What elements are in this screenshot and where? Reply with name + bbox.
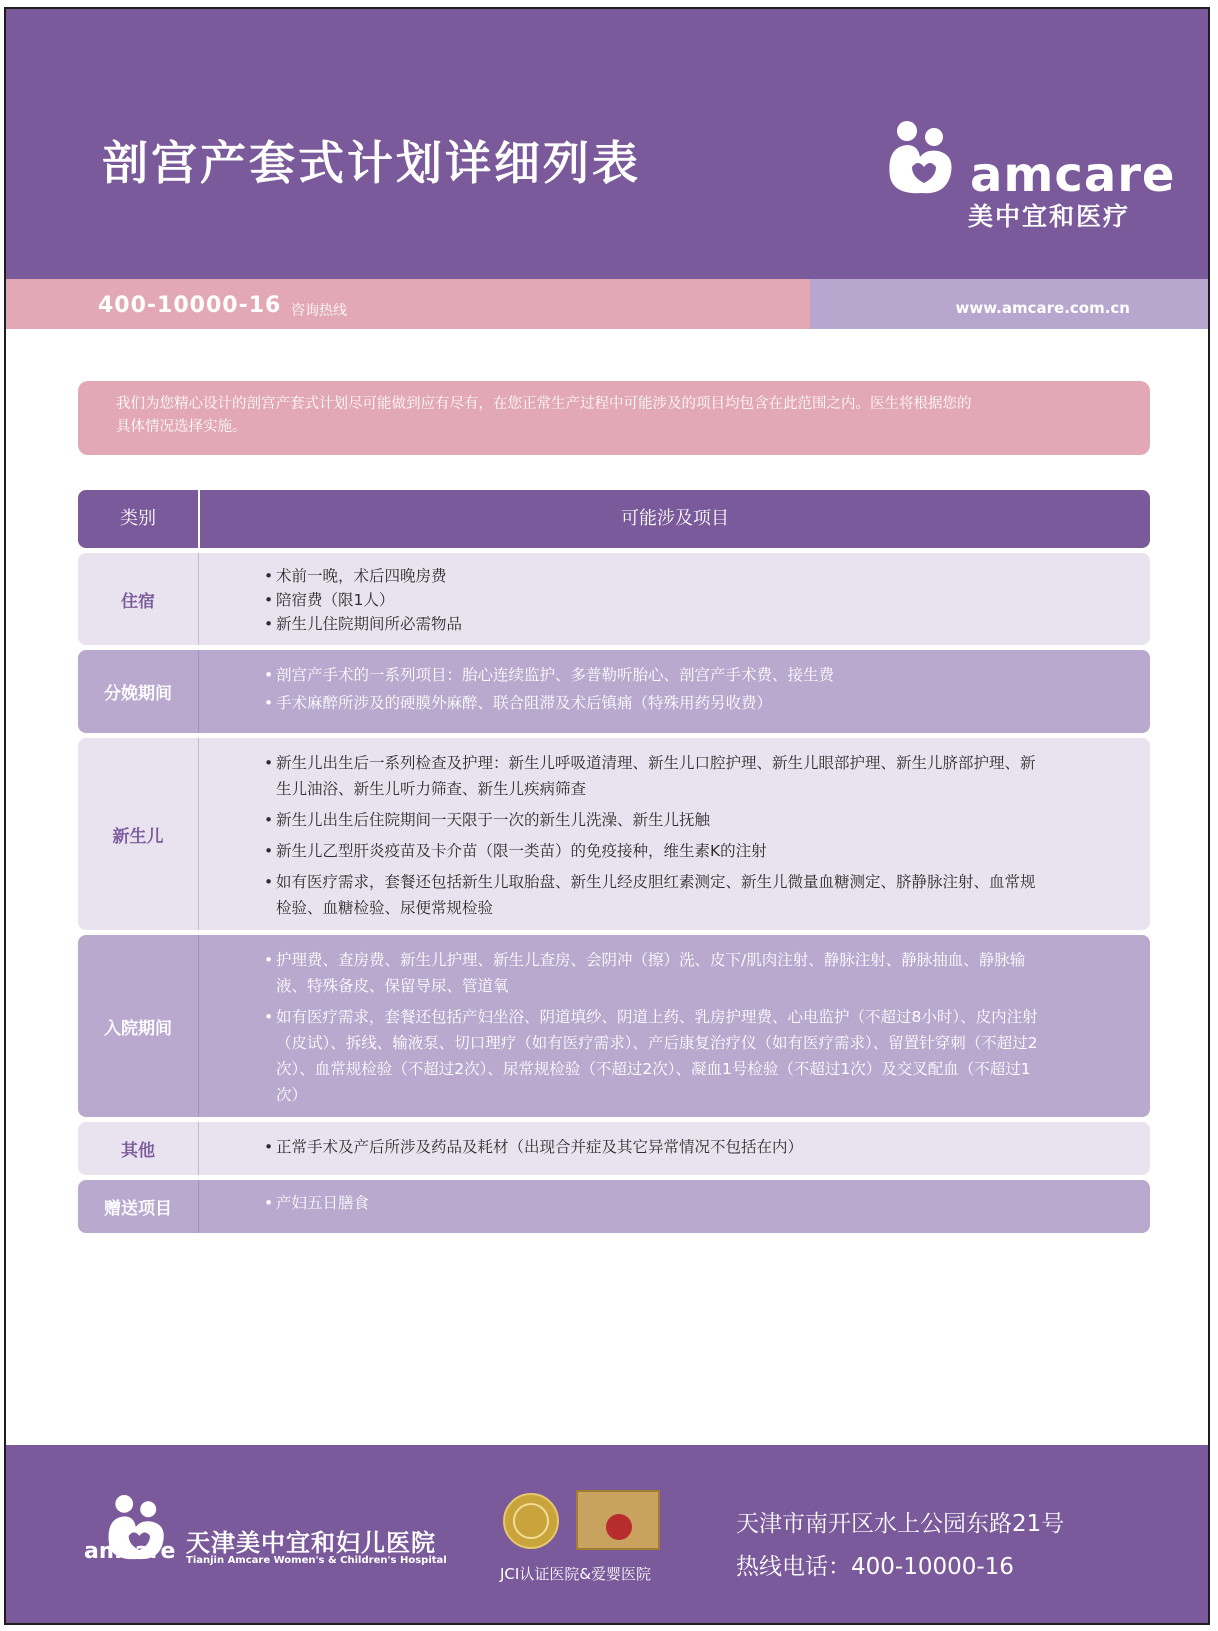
- row-category: 住宿: [121, 591, 155, 612]
- row-divider: [198, 650, 199, 733]
- table-row-other: [78, 1122, 1150, 1175]
- row-divider: [198, 935, 199, 1117]
- row-divider: [198, 553, 199, 645]
- plan-table: [78, 490, 1150, 1233]
- header-items: 可能涉及项目: [621, 508, 729, 529]
- list-item: • 新生儿出生后住院期间一天限于一次的新生儿洗澡、新生儿抚触: [276, 807, 1050, 833]
- list-item: • 如有医疗需求，套餐还包括产妇坐浴、阴道填纱、阴道上药、乳房护理费、心电监护（不超过8小时）、皮内注射（皮试）、拆线、输液泵、切口理疗（如有医疗需求）、产后康复治疗仪（如有医疗需求）、留置针穿刺（不超过2次）、血常规检验（不超过2次）、尿常规检验（不超过2次）、凝血1号检验（不超过1次）及交叉配血（不超过1次）: [276, 1004, 1050, 1108]
- list-item: • 护理费、查房费、新生儿护理、新生儿查房、会阴冲（擦）洗、皮下/肌肉注射、静脉注射、静脉抽血、静脉输液、特殊备皮、保留导尿、管道氧: [276, 947, 1050, 999]
- certification-label: JCI认证医院&爱婴医院: [500, 1565, 652, 1583]
- list-item: • 剖宫产手术的一系列项目：胎心连续监护、多普勒听胎心、剖宫产手术费、接生费: [276, 662, 1050, 688]
- address: 天津市南开区水上公园东路21号: [736, 1511, 1065, 1537]
- row-category: 新生儿: [112, 826, 164, 847]
- row-category: 分娩期间: [104, 684, 172, 704]
- list-item: • 新生儿住院期间所必需物品: [276, 611, 1050, 637]
- hotline-label: 咨询热线: [291, 303, 347, 319]
- table-row-gifts: [78, 1180, 1150, 1233]
- website-link[interactable]: www.amcare.com.cn: [955, 299, 1130, 317]
- family-icon: [882, 117, 972, 207]
- table-row-hospitalization: [78, 935, 1150, 1117]
- row-category: 入院期间: [104, 1018, 172, 1039]
- list-item: • 术前一晚，术后四晚房费: [276, 563, 1050, 589]
- logo-chinese-name: 美中宜和医疗: [968, 202, 1131, 231]
- header-category: 类别: [120, 508, 156, 529]
- page-frame: [4, 7, 1210, 1625]
- amcare-logo: [882, 117, 1176, 231]
- row-category: 其他: [121, 1141, 155, 1161]
- row-divider: [198, 1180, 199, 1233]
- list-item: • 手术麻醉所涉及的硬膜外麻醉、联合阻滞及术后镇痛（特殊用药另收费）: [276, 690, 1050, 716]
- row-category: 赠送项目: [104, 1199, 172, 1219]
- phone: 热线电话：400-10000-16: [736, 1554, 1014, 1580]
- list-item: • 如有医疗需求，套餐还包括新生儿取胎盘、新生儿经皮胆红素测定、新生儿微量血糖测定、脐静脉注射、血常规检验、血糖检验、尿便常规检验: [276, 869, 1050, 921]
- jci-seal-icon: [503, 1493, 559, 1549]
- hotline-number: 400-10000-16: [98, 293, 282, 318]
- table-row-accommodation: [78, 553, 1150, 645]
- row-items: [276, 650, 1150, 716]
- hospital-name-en: Tianjin Amcare Women's & Children's Hospital: [186, 1555, 447, 1566]
- list-item: • 产妇五日膳食: [276, 1190, 1050, 1216]
- table-header: [78, 490, 1150, 548]
- intro-line-2: 具体情况选择实施。: [116, 419, 247, 435]
- row-items: [276, 1122, 1150, 1160]
- footer-banner: [6, 1445, 1208, 1625]
- hospital-name-cn: 天津美中宜和妇儿医院: [186, 1529, 436, 1557]
- list-item: • 正常手术及产后所涉及药品及耗材（出现合并症及其它异常情况不包括在内）: [276, 1134, 1050, 1160]
- page-title: 剖宫产套式计划详细列表: [102, 136, 641, 190]
- row-divider: [198, 1122, 199, 1175]
- list-item: • 陪宿费（限1人）: [276, 587, 1050, 613]
- header-banner: [6, 9, 1208, 279]
- table-row-delivery: [78, 650, 1150, 733]
- table-row-newborn: [78, 738, 1150, 930]
- row-divider: [198, 738, 199, 930]
- list-item: • 新生儿乙型肝炎疫苗及卡介苗（限一类苗）的免疫接种，维生素K的注射: [276, 838, 1050, 864]
- row-items: [276, 935, 1150, 1108]
- baby-friendly-plaque-icon: [576, 1490, 660, 1550]
- intro-box: [78, 381, 1150, 455]
- logo-wordmark: amcare: [970, 147, 1176, 203]
- row-items: [276, 553, 1150, 637]
- row-items: [276, 1180, 1150, 1216]
- intro-line-1: 我们为您精心设计的剖宫产套式计划尽可能做到应有尽有，在您正常生产过程中可能涉及的项目均包含在此范围之内。医生将根据您的: [116, 396, 972, 412]
- row-items: [276, 738, 1150, 921]
- footer-logo-wordmark: amcare: [84, 1539, 176, 1564]
- list-item: • 新生儿出生后一系列检查及护理：新生儿呼吸道清理、新生儿口腔护理、新生儿眼部护理、新生儿脐部护理、新生儿油浴、新生儿听力筛查、新生儿疾病筛查: [276, 750, 1050, 802]
